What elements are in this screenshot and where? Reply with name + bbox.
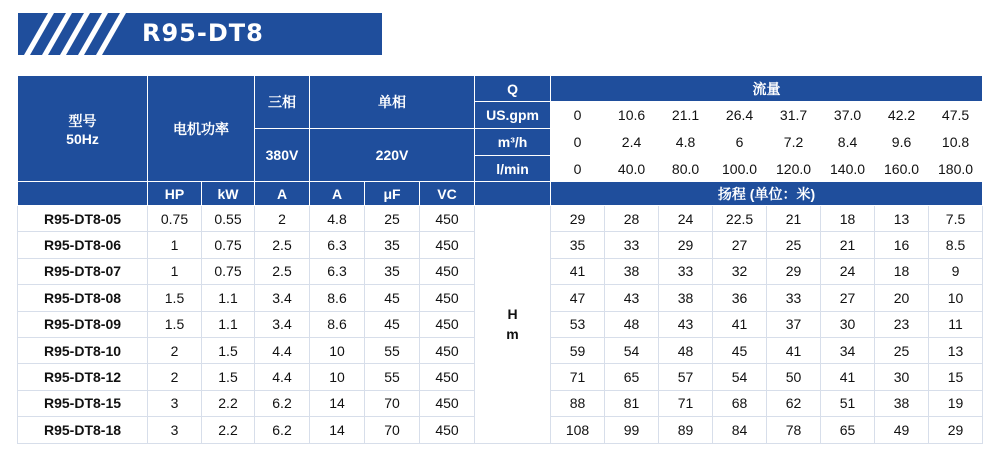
vc-cell: 450: [420, 232, 475, 258]
head-cell: 62: [767, 390, 821, 416]
head-cell: 38: [605, 258, 659, 284]
kw-cell: 1.5: [202, 364, 255, 390]
flow-m3h-cell: 0: [551, 129, 605, 156]
a3-cell: 2.5: [255, 258, 310, 284]
a3-cell: 4.4: [255, 337, 310, 363]
a3-cell: 2: [255, 206, 310, 232]
flow-m3h-cell: 6: [713, 129, 767, 156]
flow-lmin-cell: 140.0: [821, 156, 875, 182]
motor-power-header: 电机功率: [148, 76, 255, 182]
kw-cell: 1.1: [202, 285, 255, 311]
flow-usgpm-cell: 0: [551, 102, 605, 129]
head-cell: 37: [767, 311, 821, 337]
head-cell: 18: [821, 206, 875, 232]
vc-header: VC: [420, 182, 475, 206]
hp-cell: 0.75: [148, 206, 202, 232]
hp-cell: 2: [148, 337, 202, 363]
spec-rows: [18, 206, 983, 444]
head-cell: 33: [659, 258, 713, 284]
a1-cell: 4.8: [310, 206, 365, 232]
flow-lmin-cell: 160.0: [875, 156, 929, 182]
flow-lmin-cell: 180.0: [929, 156, 983, 182]
model-header: [18, 76, 148, 182]
head-cell: 71: [659, 390, 713, 416]
head-cell: 78: [767, 417, 821, 443]
model-cell: R95-DT8-10: [18, 337, 148, 363]
head-cell: 54: [713, 364, 767, 390]
kw-cell: 0.75: [202, 232, 255, 258]
model-cell: R95-DT8-12: [18, 364, 148, 390]
head-cell: 81: [605, 390, 659, 416]
hp-cell: 1: [148, 232, 202, 258]
uf-cell: 35: [365, 258, 420, 284]
head-cell: 29: [659, 232, 713, 258]
head-cell: 28: [605, 206, 659, 232]
flow-m3h-cell: 4.8: [659, 129, 713, 156]
head-cell: 47: [551, 285, 605, 311]
single-phase-header: 单相: [310, 76, 475, 129]
flow-m3h-cell: 2.4: [605, 129, 659, 156]
a3-cell: 4.4: [255, 364, 310, 390]
title-banner: [18, 13, 382, 55]
head-cell: 43: [605, 285, 659, 311]
a3-cell: 2.5: [255, 232, 310, 258]
a1-header: A: [310, 182, 365, 206]
uf-cell: 70: [365, 417, 420, 443]
a1-cell: 14: [310, 417, 365, 443]
kw-cell: 0.75: [202, 258, 255, 284]
uf-cell: 55: [365, 337, 420, 363]
model-cell: R95-DT8-09: [18, 311, 148, 337]
flow-header: 流量: [551, 76, 983, 102]
kw-header: kW: [202, 182, 255, 206]
head-cell: 21: [821, 232, 875, 258]
kw-cell: 1.5: [202, 337, 255, 363]
a1-cell: 14: [310, 390, 365, 416]
model-cell: R95-DT8-18: [18, 417, 148, 443]
hp-header: HP: [148, 182, 202, 206]
head-cell: 25: [767, 232, 821, 258]
a1-cell: 10: [310, 337, 365, 363]
flow-m3h-cell: 8.4: [821, 129, 875, 156]
head-cell: 20: [875, 285, 929, 311]
a3-cell: 3.4: [255, 285, 310, 311]
head-cell: 7.5: [929, 206, 983, 232]
three-phase-header: 三相: [255, 76, 310, 129]
vc-cell: 450: [420, 285, 475, 311]
head-cell: 53: [551, 311, 605, 337]
flow-usgpm-cell: 10.6: [605, 102, 659, 129]
uf-cell: 25: [365, 206, 420, 232]
flow-lmin-cell: 40.0: [605, 156, 659, 182]
head-cell: 108: [551, 417, 605, 443]
page-title: R95-DT8: [142, 19, 264, 47]
head-cell: 30: [821, 311, 875, 337]
flow-m3h-cell: 10.8: [929, 129, 983, 156]
a1-cell: 8.6: [310, 285, 365, 311]
head-cell: 71: [551, 364, 605, 390]
head-cell: 36: [713, 285, 767, 311]
head-cell: 8.5: [929, 232, 983, 258]
uf-cell: 35: [365, 232, 420, 258]
flow-lmin-cell: 0: [551, 156, 605, 182]
head-cell: 54: [605, 337, 659, 363]
head-cell: 41: [551, 258, 605, 284]
head-cell: 24: [659, 206, 713, 232]
hp-cell: 3: [148, 417, 202, 443]
table-row: [18, 206, 983, 232]
model-cell: R95-DT8-07: [18, 258, 148, 284]
head-cell: 59: [551, 337, 605, 363]
head-cell: 48: [659, 337, 713, 363]
head-cell: 84: [713, 417, 767, 443]
head-cell: 29: [551, 206, 605, 232]
flow-usgpm-cell: 47.5: [929, 102, 983, 129]
head-cell: 34: [821, 337, 875, 363]
usgpm-header: US.gpm: [475, 102, 551, 129]
m3h-header: m³/h: [475, 129, 551, 156]
vc-cell: 450: [420, 258, 475, 284]
vc-cell: 450: [420, 364, 475, 390]
flow-lmin-cell: 80.0: [659, 156, 713, 182]
flow-usgpm-cell: 31.7: [767, 102, 821, 129]
a3-cell: 6.2: [255, 390, 310, 416]
model-subheader: [18, 182, 148, 206]
head-cell: 32: [713, 258, 767, 284]
model-cell: R95-DT8-15: [18, 390, 148, 416]
lmin-header: l/min: [475, 156, 551, 182]
model-label: 型号: [68, 112, 97, 129]
vc-cell: 450: [420, 311, 475, 337]
head-cell: 24: [821, 258, 875, 284]
head-cell: 65: [821, 417, 875, 443]
a1-cell: 10: [310, 364, 365, 390]
a1-cell: 6.3: [310, 232, 365, 258]
a3-cell: 3.4: [255, 311, 310, 337]
flow-lmin-cell: 100.0: [713, 156, 767, 182]
head-axis-label: [475, 206, 551, 444]
head-unit-header: 扬程 (单位：米): [551, 182, 983, 206]
head-cell: 29: [767, 258, 821, 284]
head-cell: 29: [929, 417, 983, 443]
head-cell: 38: [659, 285, 713, 311]
uf-cell: 55: [365, 364, 420, 390]
m-label: m: [506, 326, 519, 343]
v220-header: 220V: [310, 129, 475, 182]
flow-usgpm-cell: 37.0: [821, 102, 875, 129]
kw-cell: 2.2: [202, 417, 255, 443]
head-cell: 19: [929, 390, 983, 416]
head-cell: 43: [659, 311, 713, 337]
head-label-spacer: [475, 182, 551, 206]
uf-cell: 70: [365, 390, 420, 416]
vc-cell: 450: [420, 337, 475, 363]
hp-cell: 1: [148, 258, 202, 284]
head-cell: 68: [713, 390, 767, 416]
model-cell: R95-DT8-08: [18, 285, 148, 311]
head-cell: 23: [875, 311, 929, 337]
vc-cell: 450: [420, 206, 475, 232]
head-cell: 30: [875, 364, 929, 390]
head-cell: 11: [929, 311, 983, 337]
head-cell: 41: [713, 311, 767, 337]
vc-cell: 450: [420, 417, 475, 443]
head-cell: 35: [551, 232, 605, 258]
head-cell: 49: [875, 417, 929, 443]
pump-spec-table: [17, 75, 983, 444]
model-cell: R95-DT8-06: [18, 232, 148, 258]
head-cell: 22.5: [713, 206, 767, 232]
flow-usgpm-cell: 42.2: [875, 102, 929, 129]
head-cell: 16: [875, 232, 929, 258]
head-cell: 27: [713, 232, 767, 258]
v380-header: 380V: [255, 129, 310, 182]
h-label: H: [507, 306, 518, 323]
head-cell: 89: [659, 417, 713, 443]
kw-cell: 1.1: [202, 311, 255, 337]
kw-cell: 2.2: [202, 390, 255, 416]
head-cell: 27: [821, 285, 875, 311]
head-cell: 10: [929, 285, 983, 311]
flow-lmin-cell: 120.0: [767, 156, 821, 182]
head-cell: 65: [605, 364, 659, 390]
head-cell: 25: [875, 337, 929, 363]
head-cell: 57: [659, 364, 713, 390]
vc-cell: 450: [420, 390, 475, 416]
head-cell: 99: [605, 417, 659, 443]
model-cell: R95-DT8-05: [18, 206, 148, 232]
hp-cell: 3: [148, 390, 202, 416]
head-cell: 50: [767, 364, 821, 390]
head-cell: 51: [821, 390, 875, 416]
hp-cell: 2: [148, 364, 202, 390]
head-cell: 13: [875, 206, 929, 232]
a1-cell: 8.6: [310, 311, 365, 337]
head-cell: 41: [821, 364, 875, 390]
head-cell: 41: [767, 337, 821, 363]
head-cell: 13: [929, 337, 983, 363]
a3-cell: 6.2: [255, 417, 310, 443]
head-cell: 9: [929, 258, 983, 284]
head-cell: 18: [875, 258, 929, 284]
flow-usgpm-cell: 21.1: [659, 102, 713, 129]
hp-cell: 1.5: [148, 311, 202, 337]
head-cell: 21: [767, 206, 821, 232]
head-cell: 33: [605, 232, 659, 258]
freq-label: 50Hz: [66, 130, 99, 147]
head-cell: 33: [767, 285, 821, 311]
q-header: Q: [475, 76, 551, 102]
head-cell: 88: [551, 390, 605, 416]
a3-header: A: [255, 182, 310, 206]
kw-cell: 0.55: [202, 206, 255, 232]
head-cell: 15: [929, 364, 983, 390]
flow-usgpm-cell: 26.4: [713, 102, 767, 129]
a1-cell: 6.3: [310, 258, 365, 284]
flow-m3h-cell: 9.6: [875, 129, 929, 156]
flow-m3h-cell: 7.2: [767, 129, 821, 156]
uf-cell: 45: [365, 285, 420, 311]
head-cell: 48: [605, 311, 659, 337]
uf-cell: 45: [365, 311, 420, 337]
uf-header: μF: [365, 182, 420, 206]
head-cell: 38: [875, 390, 929, 416]
head-cell: 45: [713, 337, 767, 363]
hp-cell: 1.5: [148, 285, 202, 311]
